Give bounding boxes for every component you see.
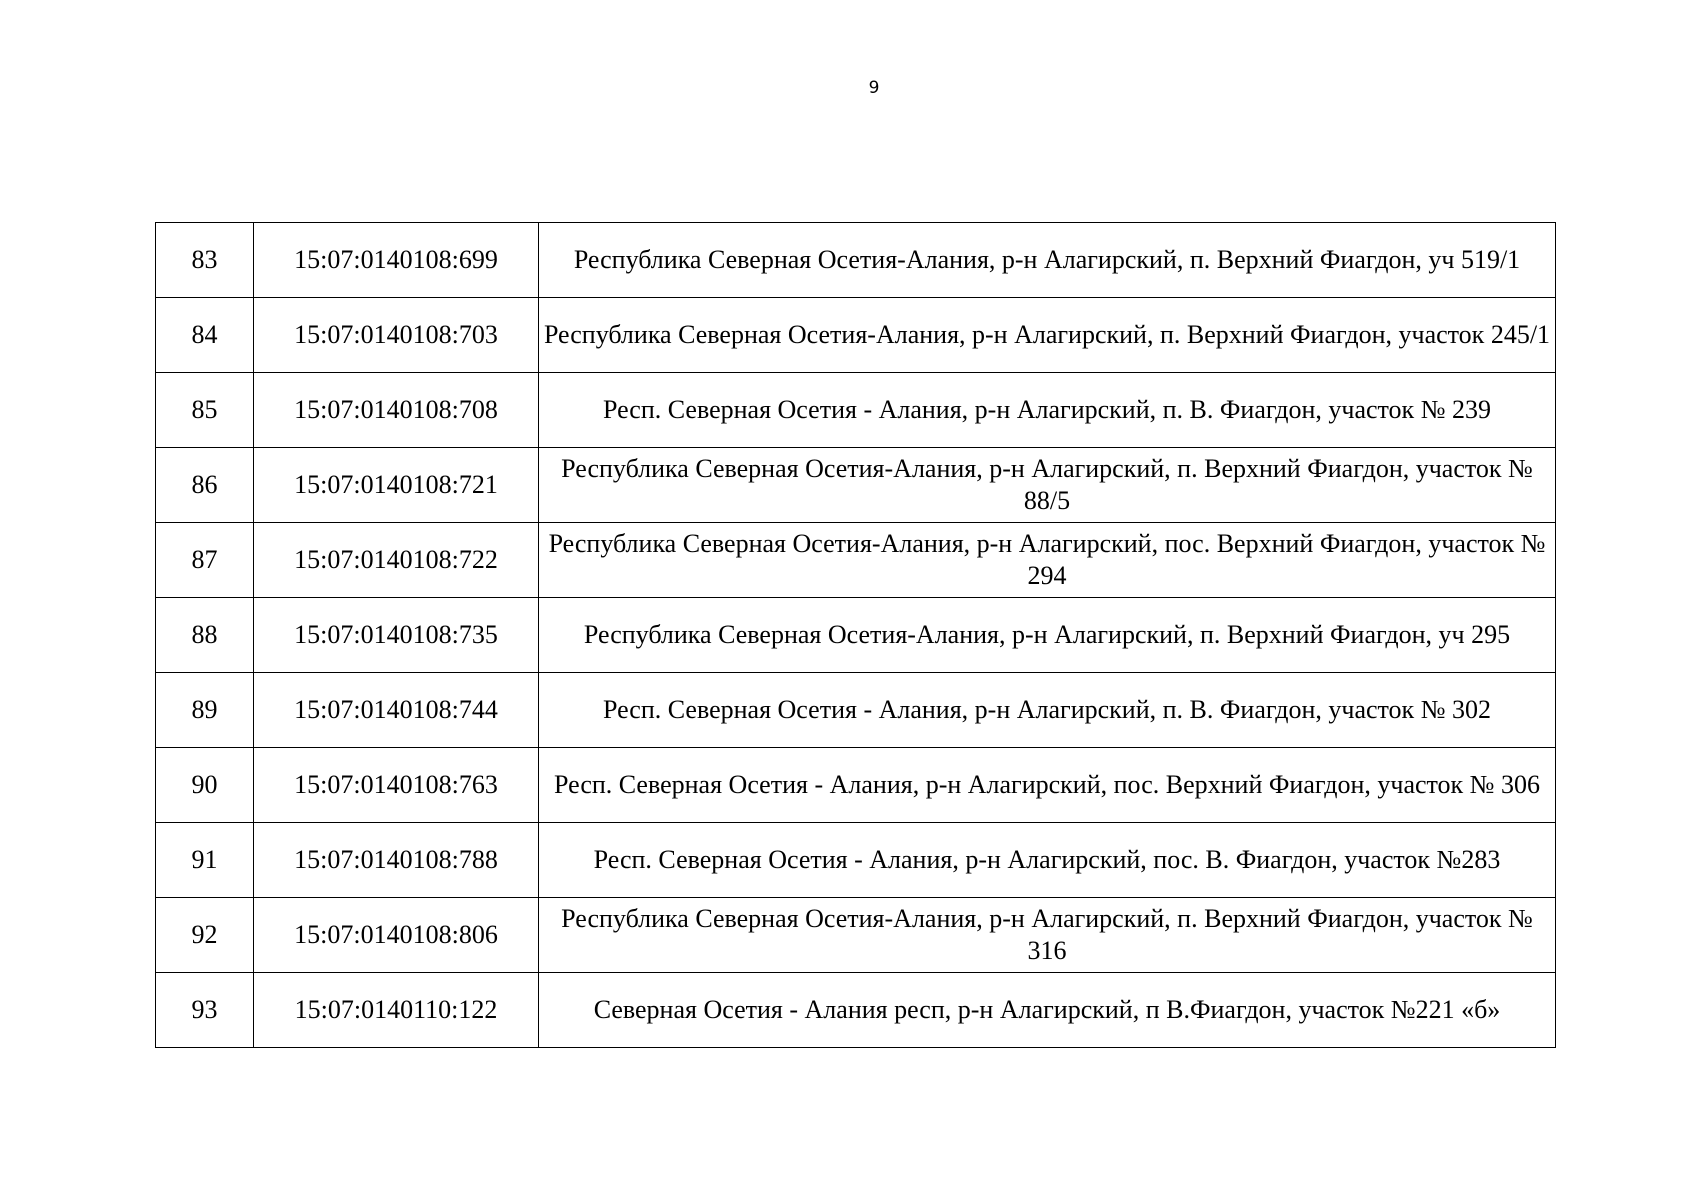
row-number: 90: [156, 748, 254, 823]
address: Республика Северная Осетия-Алания, р-н Алагирский, пос. Верхний Фиагдон, участок № 294: [539, 523, 1556, 598]
row-number: 93: [156, 973, 254, 1048]
address: Респ. Северная Осетия - Алания, р-н Алагирский, п. В. Фиагдон, участок № 239: [539, 373, 1556, 448]
row-number: 89: [156, 673, 254, 748]
cadastral-number: 15:07:0140108:763: [254, 748, 539, 823]
address: Северная Осетия - Алания респ, р-н Алагирский, п В.Фиагдон, участок №221 «б»: [539, 973, 1556, 1048]
row-number: 86: [156, 448, 254, 523]
table-row: [156, 523, 1556, 598]
table-row: [156, 298, 1556, 373]
cadastral-number: 15:07:0140108:708: [254, 373, 539, 448]
cadastral-number: 15:07:0140108:788: [254, 823, 539, 898]
table-row: [156, 823, 1556, 898]
row-number: 87: [156, 523, 254, 598]
cadastral-number: 15:07:0140108:806: [254, 898, 539, 973]
table-row: [156, 373, 1556, 448]
row-number: 84: [156, 298, 254, 373]
cadastral-number: 15:07:0140108:735: [254, 598, 539, 673]
table-row: [156, 223, 1556, 298]
table-row: [156, 748, 1556, 823]
row-number: 88: [156, 598, 254, 673]
table-row: [156, 598, 1556, 673]
address: Респ. Северная Осетия - Алания, р-н Алагирский, п. В. Фиагдон, участок № 302: [539, 673, 1556, 748]
table-row: [156, 973, 1556, 1048]
row-number: 85: [156, 373, 254, 448]
cadastral-number: 15:07:0140108:721: [254, 448, 539, 523]
cadastral-number: 15:07:0140108:699: [254, 223, 539, 298]
row-number: 92: [156, 898, 254, 973]
table-row: [156, 898, 1556, 973]
cadastral-number: 15:07:0140108:744: [254, 673, 539, 748]
table-row: [156, 448, 1556, 523]
cadastral-number: 15:07:0140108:703: [254, 298, 539, 373]
address: Респ. Северная Осетия - Алания, р-н Алагирский, пос. Верхний Фиагдон, участок № 306: [539, 748, 1556, 823]
address: Республика Северная Осетия-Алания, р-н Алагирский, п. Верхний Фиагдон, участок № 316: [539, 898, 1556, 973]
row-number: 91: [156, 823, 254, 898]
address: Республика Северная Осетия-Алания, р-н Алагирский, п. Верхний Фиагдон, участок № 88/5: [539, 448, 1556, 523]
address: Республика Северная Осетия-Алания, р-н Алагирский, п. Верхний Фиагдон, уч 519/1: [539, 223, 1556, 298]
page-number: 9: [868, 78, 880, 98]
address: Республика Северная Осетия-Алания, р-н Алагирский, п. Верхний Фиагдон, уч 295: [539, 598, 1556, 673]
table-row: [156, 673, 1556, 748]
land-plot-table: [155, 222, 1556, 1048]
address: Респ. Северная Осетия - Алания, р-н Алагирский, пос. В. Фиагдон, участок №283: [539, 823, 1556, 898]
cadastral-number: 15:07:0140110:122: [254, 973, 539, 1048]
address: Республика Северная Осетия-Алания, р-н Алагирский, п. Верхний Фиагдон, участок 245/1: [539, 298, 1556, 373]
cadastral-number: 15:07:0140108:722: [254, 523, 539, 598]
row-number: 83: [156, 223, 254, 298]
